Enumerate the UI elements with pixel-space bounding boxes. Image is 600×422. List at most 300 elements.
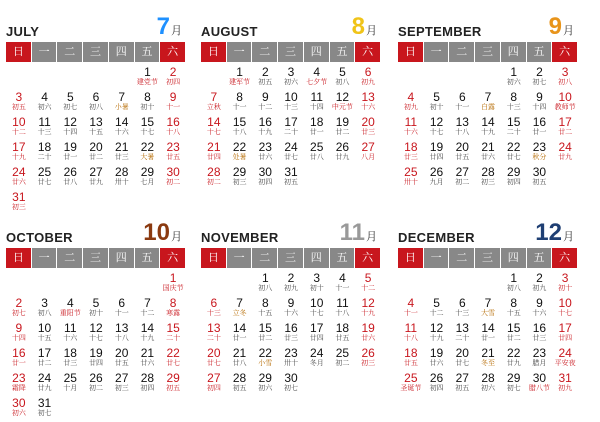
day-cell[interactable] — [57, 141, 83, 166]
lunar-label: 初八 — [37, 309, 52, 317]
lunar-label: 初五 — [166, 384, 181, 392]
day-cell[interactable] — [6, 322, 32, 347]
day-cell[interactable] — [501, 297, 527, 322]
lunar-label: 十二 — [361, 284, 376, 292]
day-cell[interactable] — [304, 272, 330, 297]
lunar-label: 十九 — [11, 153, 26, 161]
day-cell[interactable] — [552, 347, 578, 372]
day-cell[interactable] — [160, 272, 186, 297]
day-cell[interactable] — [201, 141, 227, 166]
empty-cell — [6, 272, 32, 297]
day-cell[interactable] — [355, 322, 381, 347]
day-cell[interactable] — [330, 347, 356, 372]
weekday-label: 日 — [201, 248, 227, 268]
day-cell[interactable] — [109, 116, 135, 141]
day-number: 22 — [140, 140, 155, 154]
day-number: 16 — [12, 346, 26, 360]
day-cell[interactable] — [398, 116, 424, 141]
lunar-label: 十一 — [335, 284, 350, 292]
day-cell[interactable] — [527, 372, 553, 397]
day-cell[interactable] — [355, 141, 381, 166]
day-number: 8 — [236, 90, 243, 104]
day-cell[interactable] — [304, 116, 330, 141]
day-cell[interactable] — [6, 116, 32, 141]
day-cell[interactable] — [424, 322, 450, 347]
day-cell[interactable] — [278, 166, 304, 191]
day-cell[interactable] — [109, 141, 135, 166]
day-cell[interactable] — [501, 166, 527, 191]
day-cell[interactable] — [330, 91, 356, 116]
day-cell[interactable] — [527, 272, 553, 297]
day-cell[interactable] — [330, 272, 356, 297]
day-cell[interactable] — [398, 297, 424, 322]
day-cell[interactable] — [501, 91, 527, 116]
lunar-label: 廿七 — [37, 178, 52, 186]
day-cell[interactable] — [552, 372, 578, 397]
empty-cell — [424, 272, 450, 297]
lunar-label: 廿六 — [140, 359, 155, 367]
lunar-label: 圣诞节 — [400, 384, 422, 392]
lunar-label: 十五 — [258, 309, 273, 317]
day-cell[interactable] — [160, 66, 186, 91]
month-suffix: 月 — [366, 25, 377, 37]
day-cell[interactable] — [32, 322, 58, 347]
lunar-label: 初三 — [361, 359, 376, 367]
day-number: 9 — [261, 90, 269, 104]
lunar-label: 廿四 — [558, 334, 573, 342]
day-cell[interactable] — [32, 141, 58, 166]
day-cell[interactable] — [278, 66, 304, 91]
day-number: 15 — [232, 115, 247, 129]
day-cell[interactable] — [160, 297, 186, 322]
day-cell[interactable] — [201, 166, 227, 191]
lunar-label: 腊八节 — [528, 384, 550, 392]
day-cell[interactable] — [135, 166, 161, 191]
day-cell[interactable] — [252, 297, 278, 322]
empty-cell — [57, 272, 83, 297]
day-cell[interactable] — [355, 66, 381, 91]
day-cell[interactable] — [227, 297, 253, 322]
lunar-label: 十一 — [114, 309, 129, 317]
lunar-label: 大雪 — [480, 309, 495, 317]
day-cell[interactable] — [201, 91, 227, 116]
day-number: 26 — [429, 165, 444, 179]
lunar-label: 廿四 — [206, 153, 221, 161]
day-cell[interactable] — [424, 141, 450, 166]
day-cell[interactable] — [475, 347, 501, 372]
day-cell[interactable] — [57, 347, 83, 372]
lunar-label: 卅十 — [114, 178, 129, 186]
day-cell[interactable] — [83, 347, 109, 372]
empty-cell — [57, 66, 83, 91]
day-cell[interactable] — [109, 322, 135, 347]
lunar-label: 十八 — [455, 128, 470, 136]
day-number: 18 — [63, 346, 77, 360]
day-cell[interactable] — [57, 372, 83, 397]
day-cell[interactable] — [552, 272, 578, 297]
day-number: 14 — [140, 321, 155, 335]
lunar-label: 十七 — [88, 334, 103, 342]
day-cell[interactable] — [227, 116, 253, 141]
day-cell[interactable] — [330, 66, 356, 91]
day-cell[interactable] — [83, 116, 109, 141]
month-header — [6, 8, 186, 42]
day-number: 12 — [429, 321, 444, 335]
lunar-label: 二十 — [455, 334, 470, 342]
day-cell[interactable] — [109, 347, 135, 372]
day-cell[interactable] — [278, 272, 304, 297]
day-cell[interactable] — [252, 66, 278, 91]
day-number: 31 — [558, 371, 572, 385]
day-cell[interactable] — [109, 297, 135, 322]
lunar-label: 十一 — [232, 103, 247, 111]
day-cell[interactable] — [527, 347, 553, 372]
lunar-label: 初十 — [429, 103, 444, 111]
day-cell[interactable] — [475, 91, 501, 116]
day-number: 21 — [232, 346, 247, 360]
day-cell[interactable] — [424, 91, 450, 116]
day-cell[interactable] — [449, 166, 475, 191]
lunar-label: 十二 — [258, 103, 273, 111]
day-number: 8 — [261, 296, 269, 310]
day-cell[interactable] — [424, 347, 450, 372]
day-cell[interactable] — [32, 297, 58, 322]
day-number: 16 — [258, 115, 272, 129]
day-number: 20 — [207, 346, 221, 360]
day-cell[interactable] — [32, 372, 58, 397]
day-cell[interactable] — [160, 141, 186, 166]
day-cell[interactable] — [552, 91, 578, 116]
weekday-label: 三 — [475, 248, 501, 268]
lunar-label: 初五 — [232, 384, 247, 392]
day-cell[interactable] — [355, 347, 381, 372]
day-cell[interactable] — [32, 116, 58, 141]
lunar-label: 十六 — [114, 128, 129, 136]
lunar-label: 冬月 — [309, 359, 324, 367]
day-cell[interactable] — [227, 141, 253, 166]
day-cell[interactable] — [227, 66, 253, 91]
lunar-label: 廿二 — [335, 128, 350, 136]
day-cell[interactable] — [278, 347, 304, 372]
day-cell[interactable] — [355, 116, 381, 141]
lunar-label: 十八 — [335, 309, 350, 317]
day-cell[interactable] — [330, 322, 356, 347]
day-cell[interactable] — [6, 297, 32, 322]
day-cell[interactable] — [160, 322, 186, 347]
day-number: 21 — [207, 140, 221, 154]
weekday-label: 五 — [135, 248, 161, 268]
day-cell[interactable] — [252, 322, 278, 347]
lunar-label: 初八 — [506, 284, 521, 292]
day-cell[interactable] — [32, 166, 58, 191]
day-cell[interactable] — [501, 66, 527, 91]
day-cell[interactable] — [330, 297, 356, 322]
lunar-label: 建军节 — [229, 78, 251, 86]
day-cell[interactable] — [449, 91, 475, 116]
day-number: 22 — [507, 346, 521, 360]
day-cell[interactable] — [475, 322, 501, 347]
weekday-header — [201, 248, 381, 268]
lunar-label: 初四 — [140, 384, 155, 392]
lunar-label: 二十 — [206, 334, 221, 342]
day-cell[interactable] — [278, 116, 304, 141]
day-cell[interactable] — [6, 372, 32, 397]
day-number: 13 — [361, 90, 375, 104]
day-cell[interactable] — [6, 166, 32, 191]
day-cell[interactable] — [57, 116, 83, 141]
day-cell[interactable] — [57, 166, 83, 191]
day-number: 23 — [166, 140, 180, 154]
day-number: 24 — [558, 346, 572, 360]
day-cell[interactable] — [135, 322, 161, 347]
day-cell[interactable] — [501, 272, 527, 297]
lunar-label: 初七 — [532, 78, 547, 86]
day-cell[interactable] — [449, 297, 475, 322]
lunar-label: 十九 — [480, 128, 495, 136]
day-cell[interactable] — [135, 116, 161, 141]
lunar-label: 初五 — [11, 103, 26, 111]
day-cell[interactable] — [501, 322, 527, 347]
day-cell[interactable] — [160, 347, 186, 372]
day-cell[interactable] — [355, 91, 381, 116]
day-cell[interactable] — [252, 372, 278, 397]
day-cell[interactable] — [227, 372, 253, 397]
day-cell[interactable] — [201, 116, 227, 141]
day-cell[interactable] — [475, 141, 501, 166]
day-cell[interactable] — [552, 322, 578, 347]
day-number: 26 — [335, 140, 350, 154]
day-cell[interactable] — [278, 372, 304, 397]
lunar-label: 九月 — [429, 178, 444, 186]
lunar-label: 冬至 — [480, 359, 495, 367]
empty-cell — [227, 272, 253, 297]
day-number: 11 — [336, 296, 349, 310]
day-cell[interactable] — [6, 397, 32, 422]
day-cell[interactable] — [135, 66, 161, 91]
day-cell[interactable] — [501, 372, 527, 397]
day-cell[interactable] — [83, 141, 109, 166]
day-cell[interactable] — [6, 141, 32, 166]
day-cell[interactable] — [109, 372, 135, 397]
day-cell[interactable] — [135, 141, 161, 166]
day-number: 29 — [258, 371, 272, 385]
day-cell[interactable] — [160, 166, 186, 191]
lunar-label: 初十 — [140, 103, 155, 111]
day-number: 6 — [210, 296, 218, 310]
day-number: 15 — [140, 115, 155, 129]
day-cell[interactable] — [278, 297, 304, 322]
day-cell[interactable] — [83, 372, 109, 397]
lunar-label: 初六 — [283, 78, 298, 86]
lunar-label: 廿九 — [558, 153, 573, 161]
day-cell[interactable] — [424, 166, 450, 191]
day-number: 30 — [12, 396, 26, 410]
day-cell[interactable] — [278, 322, 304, 347]
day-number: 27 — [361, 140, 375, 154]
day-number: 27 — [115, 371, 129, 385]
lunar-label: 初九 — [361, 78, 376, 86]
lunar-label: 廿三 — [403, 153, 418, 161]
weekday-label: 五 — [527, 42, 553, 62]
day-cell[interactable] — [449, 141, 475, 166]
day-cell[interactable] — [398, 322, 424, 347]
day-cell[interactable] — [252, 166, 278, 191]
day-cell[interactable] — [304, 91, 330, 116]
empty-cell — [32, 66, 58, 91]
day-cell[interactable] — [252, 272, 278, 297]
day-cell[interactable] — [227, 322, 253, 347]
day-number: 25 — [404, 371, 418, 385]
day-number: 31 — [12, 190, 26, 204]
day-cell[interactable] — [355, 272, 381, 297]
day-cell[interactable] — [527, 297, 553, 322]
day-cell[interactable] — [304, 347, 330, 372]
day-cell[interactable] — [135, 297, 161, 322]
lunar-label: 十一 — [166, 103, 181, 111]
day-number: 3 — [561, 271, 569, 285]
day-cell[interactable] — [527, 322, 553, 347]
day-cell[interactable] — [304, 141, 330, 166]
day-cell[interactable] — [252, 91, 278, 116]
lunar-label: 初五 — [455, 384, 470, 392]
day-cell[interactable] — [6, 191, 32, 216]
day-cell[interactable] — [32, 397, 58, 422]
empty-cell — [83, 272, 109, 297]
day-cell[interactable] — [552, 297, 578, 322]
day-cell[interactable] — [527, 91, 553, 116]
day-cell[interactable] — [109, 91, 135, 116]
day-cell[interactable] — [201, 322, 227, 347]
day-cell[interactable] — [57, 297, 83, 322]
weekday-label: 五 — [330, 42, 356, 62]
day-cell[interactable] — [83, 91, 109, 116]
day-cell[interactable] — [135, 347, 161, 372]
weekday-label: 日 — [201, 42, 227, 62]
day-cell[interactable] — [527, 66, 553, 91]
day-number: 5 — [433, 296, 440, 310]
day-cell[interactable] — [32, 347, 58, 372]
day-number: 8 — [510, 90, 518, 104]
day-number: 4 — [41, 90, 48, 104]
day-cell[interactable] — [135, 372, 161, 397]
day-cell[interactable] — [552, 66, 578, 91]
day-cell[interactable] — [424, 297, 450, 322]
month-number-value: 9 — [548, 13, 562, 40]
day-cell[interactable] — [227, 347, 253, 372]
day-number: 22 — [258, 346, 272, 360]
day-cell[interactable] — [527, 166, 553, 191]
lunar-label: 十二 — [11, 128, 26, 136]
day-cell[interactable] — [475, 116, 501, 141]
day-cell[interactable] — [552, 141, 578, 166]
day-cell[interactable] — [83, 322, 109, 347]
day-cell[interactable] — [424, 116, 450, 141]
month-number-value: 8 — [351, 13, 365, 40]
day-cell[interactable] — [160, 372, 186, 397]
lunar-label: 初六 — [37, 103, 52, 111]
day-cell[interactable] — [330, 141, 356, 166]
weekday-label: 五 — [527, 248, 553, 268]
day-cell[interactable] — [201, 297, 227, 322]
lunar-label: 初十 — [309, 284, 324, 292]
day-cell[interactable] — [32, 91, 58, 116]
day-cell[interactable] — [252, 347, 278, 372]
day-cell[interactable] — [109, 166, 135, 191]
day-number: 2 — [536, 271, 543, 285]
day-cell[interactable] — [449, 372, 475, 397]
day-cell[interactable] — [527, 116, 553, 141]
lunar-label: 十五 — [37, 334, 52, 342]
day-cell[interactable] — [304, 66, 330, 91]
day-cell[interactable] — [501, 347, 527, 372]
day-cell[interactable] — [449, 116, 475, 141]
lunar-label: 廿二 — [258, 334, 273, 342]
day-cell[interactable] — [424, 372, 450, 397]
day-cell[interactable] — [83, 166, 109, 191]
day-cell[interactable] — [57, 91, 83, 116]
day-number: 23 — [284, 346, 298, 360]
day-cell[interactable] — [160, 116, 186, 141]
day-number: 27 — [455, 165, 469, 179]
day-cell[interactable] — [201, 372, 227, 397]
lunar-label: 十四 — [532, 103, 547, 111]
day-cell[interactable] — [501, 141, 527, 166]
day-cell[interactable] — [252, 116, 278, 141]
day-cell[interactable] — [552, 116, 578, 141]
day-number: 17 — [37, 346, 52, 360]
day-cell[interactable] — [83, 297, 109, 322]
day-cell[interactable] — [330, 116, 356, 141]
day-cell[interactable] — [398, 372, 424, 397]
day-cell[interactable] — [304, 297, 330, 322]
day-number: 13 — [207, 321, 221, 335]
day-cell[interactable] — [475, 166, 501, 191]
day-cell[interactable] — [227, 91, 253, 116]
day-number: 29 — [232, 165, 247, 179]
month-august — [201, 8, 381, 191]
weekday-header — [201, 42, 381, 62]
day-cell[interactable] — [6, 347, 32, 372]
day-cell[interactable] — [501, 116, 527, 141]
day-cell[interactable] — [475, 297, 501, 322]
day-cell[interactable] — [201, 347, 227, 372]
day-number: 3 — [561, 65, 569, 79]
day-number: 18 — [404, 140, 418, 154]
day-cell[interactable] — [398, 141, 424, 166]
day-cell[interactable] — [527, 141, 553, 166]
day-cell[interactable] — [398, 91, 424, 116]
day-cell[interactable] — [57, 322, 83, 347]
day-cell[interactable] — [252, 141, 278, 166]
day-cell[interactable] — [135, 91, 161, 116]
day-cell[interactable] — [398, 347, 424, 372]
lunar-label: 二十 — [37, 153, 52, 161]
day-cell[interactable] — [355, 297, 381, 322]
day-cell[interactable] — [227, 166, 253, 191]
day-cell[interactable] — [278, 141, 304, 166]
day-cell[interactable] — [160, 91, 186, 116]
day-cell[interactable] — [304, 322, 330, 347]
day-cell[interactable] — [449, 322, 475, 347]
empty-cell — [201, 66, 227, 91]
day-cell[interactable] — [6, 91, 32, 116]
day-number: 26 — [361, 346, 375, 360]
day-cell[interactable] — [475, 372, 501, 397]
day-number: 6 — [118, 296, 126, 310]
day-cell[interactable] — [449, 347, 475, 372]
day-cell[interactable] — [398, 166, 424, 191]
day-cell[interactable] — [278, 91, 304, 116]
